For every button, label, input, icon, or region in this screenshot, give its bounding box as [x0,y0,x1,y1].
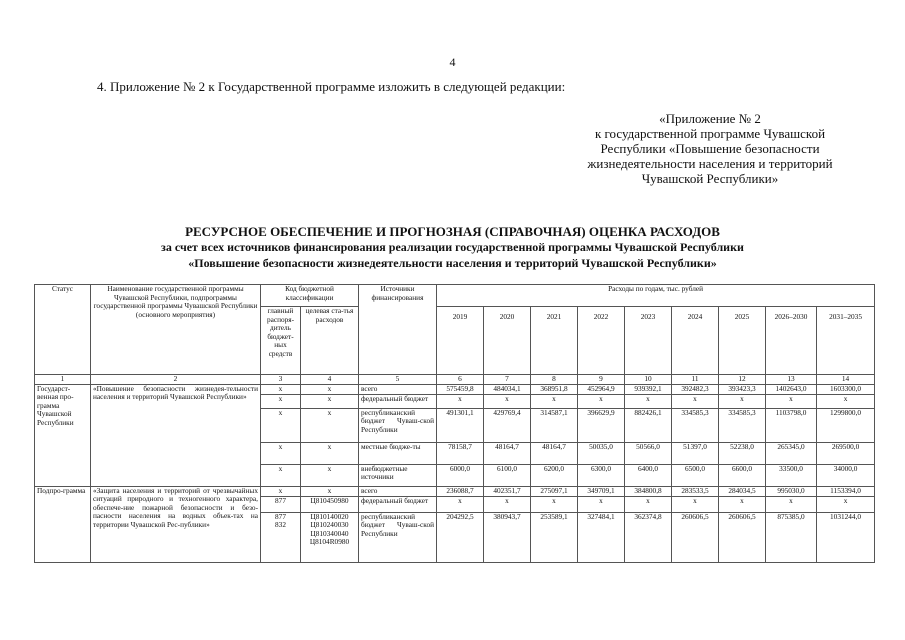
row-source: всего [359,486,437,496]
row-value: 484034,1 [484,384,531,394]
row-source: республиканский бюджет Чуваш-ской Республики [359,512,437,562]
column-number: 14 [817,375,875,385]
row-value: 253589,1 [531,512,578,562]
appendix-line: Чувашской Республики» [641,171,779,186]
row-value: x [437,496,484,512]
appendix-line: жизнедеятельности населения и территорий [587,156,833,171]
column-number: 6 [437,375,484,385]
header-year: 2023 [625,307,672,375]
row-target-article: x [301,384,359,394]
row-value: 452964,9 [578,384,625,394]
row-target-article: x [301,464,359,486]
title-line-2: за счет всех источников финансирования реализации государственной программы Чувашской Республики [161,240,744,254]
row-value: 384800,8 [625,486,672,496]
row-source: республиканский бюджет Чуваш-ской Республики [359,408,437,442]
title-line-3: «Повышение безопасности жизнедеятельности населения и территорий Чувашской Республики» [188,256,717,270]
row-value: 334585,3 [719,408,766,442]
row-value: 78158,7 [437,442,484,464]
row-source: всего [359,384,437,394]
row-value: x [766,394,817,408]
row-value: 204292,5 [437,512,484,562]
row-value: x [484,394,531,408]
row-value: x [578,496,625,512]
row-value: 6000,0 [437,464,484,486]
row-value: x [719,394,766,408]
row-value: 275097,1 [531,486,578,496]
row-value: 283533,5 [672,486,719,496]
column-number: 10 [625,375,672,385]
column-number: 3 [261,375,301,385]
header-year: 2026–2030 [766,307,817,375]
row-source: внебюджетные источники [359,464,437,486]
row-value: 50566,0 [625,442,672,464]
row-main-manager: x [261,486,301,496]
table-row [35,486,875,496]
column-number: 7 [484,375,531,385]
row-value: x [625,394,672,408]
row-value: 236088,7 [437,486,484,496]
title-line-1: РЕСУРСНОЕ ОБЕСПЕЧЕНИЕ И ПРОГНОЗНАЯ (СПРАВОЧНАЯ) ОЦЕНКА РАСХОДОВ [185,224,720,239]
row-value: 380943,7 [484,512,531,562]
row-main-manager: x [261,464,301,486]
header-name: Наименование государственной программы Чувашской Республики, подпрограммы государственной программы Чувашской Республики (основного мероприятия) [91,285,261,375]
header-year: 2024 [672,307,719,375]
row-value: 284034,5 [719,486,766,496]
row-value: 52238,0 [719,442,766,464]
column-number: 8 [531,375,578,385]
header-main-manager: главный распоря-дитель бюджет-ных средств [261,307,301,375]
appendix-line: Республики «Повышение безопасности [600,141,820,156]
row-value: 260606,5 [719,512,766,562]
column-number: 13 [766,375,817,385]
appendix-caption [560,111,860,186]
row-value: 1031244,0 [817,512,875,562]
row-value: 392482,3 [672,384,719,394]
row-value: x [817,394,875,408]
row-value: 33500,0 [766,464,817,486]
row-value: 429769,4 [484,408,531,442]
row-value: 1299800,0 [817,408,875,442]
row-value: x [531,496,578,512]
row-value: x [484,496,531,512]
row-target-article: Ц810140020 Ц810240030 Ц810340040 Ц8104R0980 [301,512,359,562]
row-value: 6300,0 [578,464,625,486]
column-number: 4 [301,375,359,385]
row-value: 327484,1 [578,512,625,562]
row-main-manager: x [261,384,301,394]
row-value: 260606,5 [672,512,719,562]
intro-paragraph: 4. Приложение № 2 к Государственной программе изложить в следующей редакции: [97,79,566,94]
row-value: 48164,7 [484,442,531,464]
header-year: 2019 [437,307,484,375]
row-value: 402351,7 [484,486,531,496]
row-value: 1103798,0 [766,408,817,442]
column-number: 11 [672,375,719,385]
row-value: x [817,496,875,512]
column-number: 12 [719,375,766,385]
page-number: 4 [449,55,456,69]
row-main-manager: 877 832 [261,512,301,562]
header-budget-code: Код бюджетной классификации [261,285,359,307]
column-number: 2 [91,375,261,385]
header-year: 2021 [531,307,578,375]
row-value: 269500,0 [817,442,875,464]
resource-table [34,284,875,563]
row-name: «Защита населения и территорий от чрезвычайных ситуаций природного и техногенного характера, обеспече-ние пожарной безопасности и безо-пасности населения на водных объек-тах на территории Чувашской Рес-публики» [91,486,261,562]
row-value: 362374,8 [625,512,672,562]
row-value: 1402643,0 [766,384,817,394]
row-value: x [672,394,719,408]
row-main-manager: x [261,408,301,442]
row-value: 6400,0 [625,464,672,486]
header-year: 2020 [484,307,531,375]
document-title [0,224,905,271]
row-value: x [766,496,817,512]
column-number: 5 [359,375,437,385]
header-expenses: Расходы по годам, тыс. рублей [437,285,875,307]
row-value: x [625,496,672,512]
header-status: Статус [35,285,91,375]
row-value: 34000,0 [817,464,875,486]
row-value: 1603300,0 [817,384,875,394]
row-value: 393423,3 [719,384,766,394]
row-value: 6600,0 [719,464,766,486]
header-sources: Источники финансирования [359,285,437,375]
row-value: 939392,1 [625,384,672,394]
row-target-article: x [301,394,359,408]
row-target-article: Ц810450980 [301,496,359,512]
row-value: 6500,0 [672,464,719,486]
header-year: 2025 [719,307,766,375]
row-value: 6200,0 [531,464,578,486]
row-value: x [531,394,578,408]
row-main-manager: 877 [261,496,301,512]
row-target-article: x [301,408,359,442]
row-value: 50035,0 [578,442,625,464]
row-value: 396629,9 [578,408,625,442]
table-row [35,384,875,394]
row-value: x [437,394,484,408]
row-value: 265345,0 [766,442,817,464]
row-value: 575459,8 [437,384,484,394]
row-value: 334585,3 [672,408,719,442]
row-source: федеральный бюджет [359,496,437,512]
row-source: федеральный бюджет [359,394,437,408]
row-value: x [719,496,766,512]
appendix-line: «Приложение № 2 [659,111,761,126]
row-value: 1153394,0 [817,486,875,496]
row-value: 349709,1 [578,486,625,496]
row-main-manager: x [261,442,301,464]
row-value: x [672,496,719,512]
appendix-line: к государственной программе Чувашской [594,126,826,141]
header-year: 2031–2035 [817,307,875,375]
row-value: 491301,1 [437,408,484,442]
row-status: Подпро-грамма [35,486,91,562]
row-main-manager: x [261,394,301,408]
row-target-article: x [301,442,359,464]
header-year: 2022 [578,307,625,375]
row-value: 368951,8 [531,384,578,394]
row-value: 875385,0 [766,512,817,562]
row-value: 48164,7 [531,442,578,464]
header-target-article: целевая ста-тья расходов [301,307,359,375]
row-target-article: x [301,486,359,496]
row-value: 314587,1 [531,408,578,442]
row-source: местные бюдже-ты [359,442,437,464]
column-number: 9 [578,375,625,385]
row-value: 995030,0 [766,486,817,496]
row-name: «Повышение безопасности жизнедея-тельности населения и территорий Чувашской Республики» [91,384,261,486]
row-value: x [578,394,625,408]
row-value: 882426,1 [625,408,672,442]
row-value: 6100,0 [484,464,531,486]
row-value: 51397,0 [672,442,719,464]
column-number: 1 [35,375,91,385]
row-status: Государст-венная про-грамма Чувашской Республики [35,384,91,486]
